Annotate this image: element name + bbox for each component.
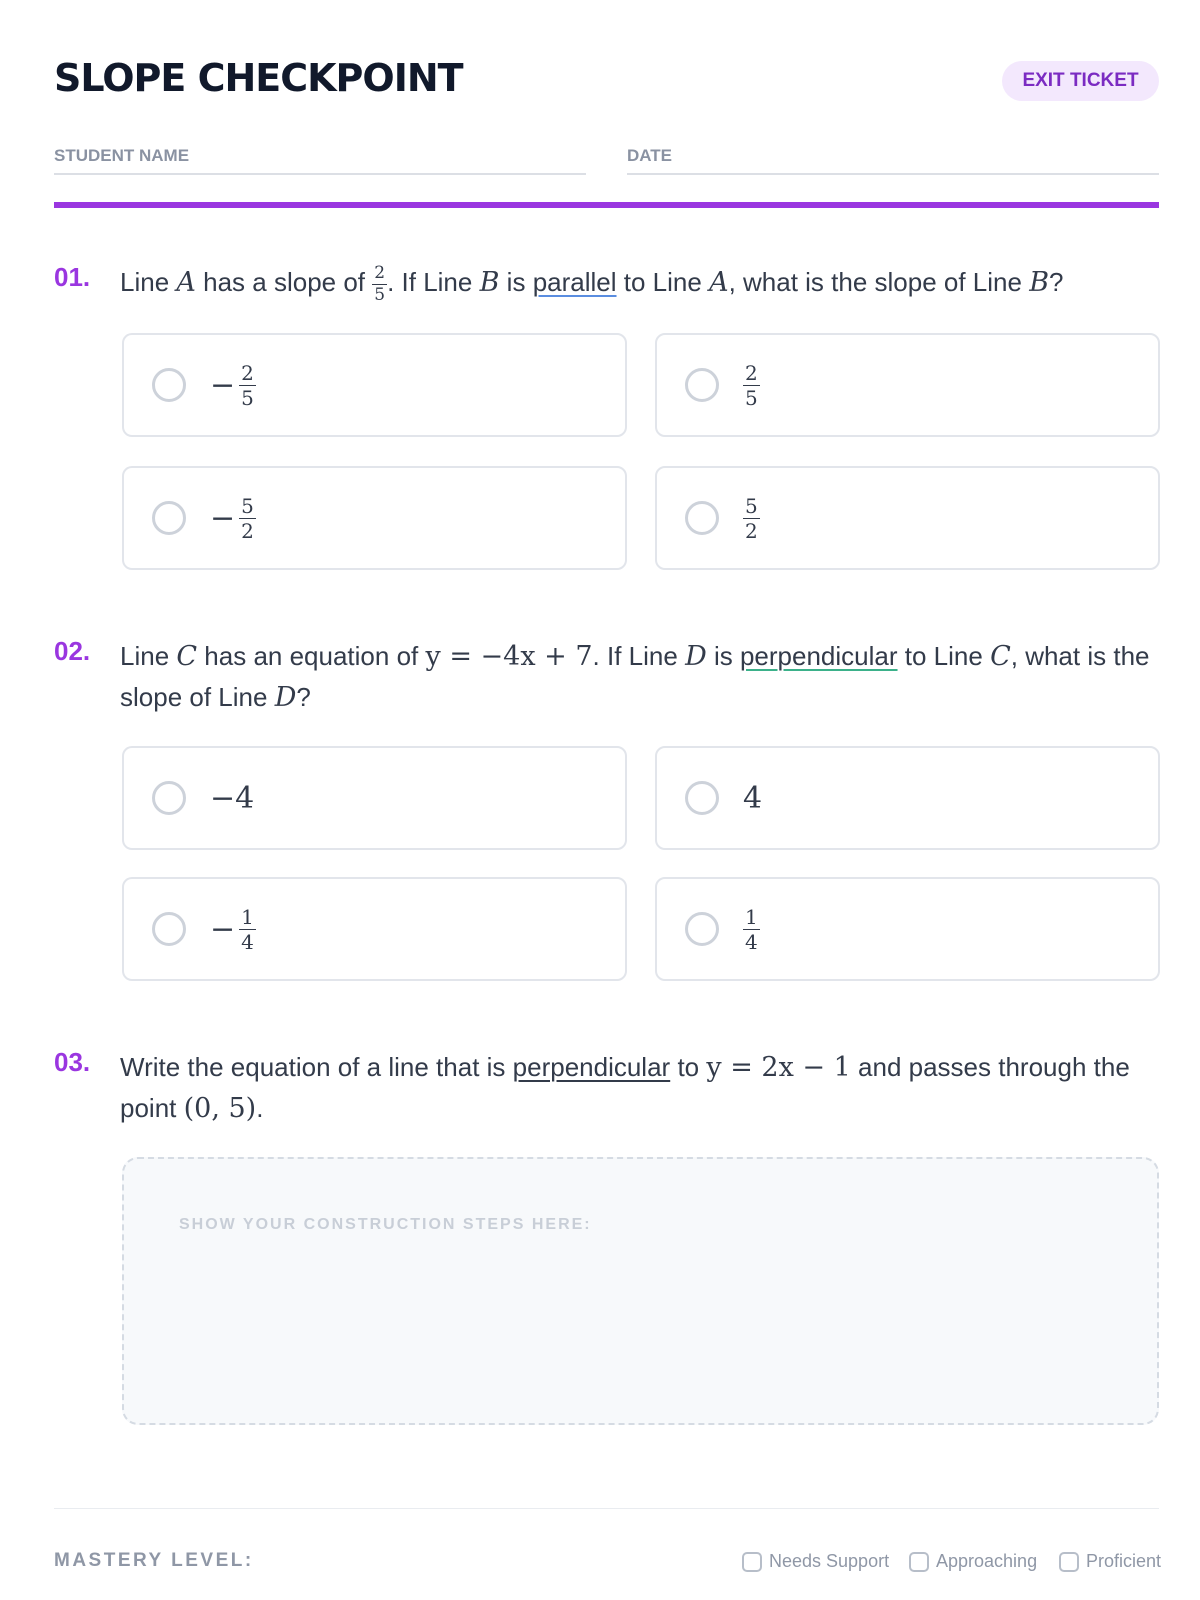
checkbox[interactable] — [742, 1552, 762, 1572]
given-point: (0, 5) — [183, 1093, 257, 1124]
question-text: Line A has a slope of $\frac{2}{5}$ . If Line B is parallel to Line A, what is the slope of Line B? — [120, 262, 1064, 305]
radio-button[interactable] — [685, 781, 719, 815]
radio-button[interactable] — [685, 368, 719, 402]
radio-button[interactable] — [152, 781, 186, 815]
q1-option-d[interactable]: $\frac{5}{2}$ — [655, 466, 1160, 570]
line-c-equation: y = −4x + 7 — [425, 641, 593, 672]
question-number: 03. — [54, 1047, 91, 1077]
radio-button[interactable] — [152, 368, 186, 402]
question-number: 01. — [54, 262, 91, 292]
workspace-label: SHOW YOUR CONSTRUCTION STEPS HERE: — [179, 1216, 592, 1233]
given-equation: y = 2x − 1 — [706, 1052, 851, 1083]
footer-divider — [54, 1508, 1159, 1509]
q2-option-c[interactable]: − $\frac{1}{4}$ — [122, 877, 627, 981]
q1-option-c[interactable]: − $\frac{5}{2}$ — [122, 466, 627, 570]
slope-fraction: $\frac{2}{5}$ — [374, 262, 386, 305]
question-2 — [54, 636, 1159, 718]
date-field[interactable] — [627, 146, 1159, 175]
question-number: 02. — [54, 636, 91, 666]
q1-option-a[interactable]: − $\frac{2}{5}$ — [122, 333, 627, 437]
radio-button[interactable] — [152, 501, 186, 535]
q2-option-d[interactable]: $\frac{1}{4}$ — [655, 877, 1160, 981]
student-name-label: STUDENT NAME — [54, 146, 190, 165]
checkbox[interactable] — [909, 1552, 929, 1572]
mastery-proficient[interactable]: Proficient — [1059, 1551, 1161, 1572]
q2-option-b[interactable]: 4 — [655, 746, 1160, 850]
question-text: Write the equation of a line that is perpendicular to y = 2x − 1 and passes through the point (0, 5). — [120, 1052, 1130, 1124]
keyword-perpendicular: perpendicular — [512, 1052, 671, 1082]
student-name-field[interactable] — [54, 146, 586, 175]
radio-button[interactable] — [152, 912, 186, 946]
header-divider — [54, 202, 1159, 208]
radio-button[interactable] — [685, 501, 719, 535]
keyword-parallel: parallel — [532, 267, 617, 297]
mastery-level-label: MASTERY LEVEL: — [54, 1550, 254, 1571]
question-3 — [54, 1047, 1159, 1129]
mastery-approaching[interactable]: Approaching — [909, 1551, 1037, 1572]
radio-button[interactable] — [685, 912, 719, 946]
date-label: DATE — [627, 146, 673, 165]
mastery-needs-support[interactable]: Needs Support — [742, 1551, 889, 1572]
construction-workspace[interactable] — [122, 1157, 1159, 1425]
question-text: Line C has an equation of y = −4x + 7. If Line D is perpendicular to Line C, what is the slope of Line D? — [120, 641, 1150, 713]
q2-option-a[interactable]: −4 — [122, 746, 627, 850]
q1-option-b[interactable]: $\frac{2}{5}$ — [655, 333, 1160, 437]
exit-ticket-badge: EXIT TICKET — [1002, 61, 1159, 101]
keyword-perpendicular: perpendicular — [739, 641, 898, 671]
question-1 — [54, 262, 1159, 304]
checkbox[interactable] — [1059, 1552, 1079, 1572]
page-title: SLOPE CHECKPOINT — [54, 56, 463, 100]
